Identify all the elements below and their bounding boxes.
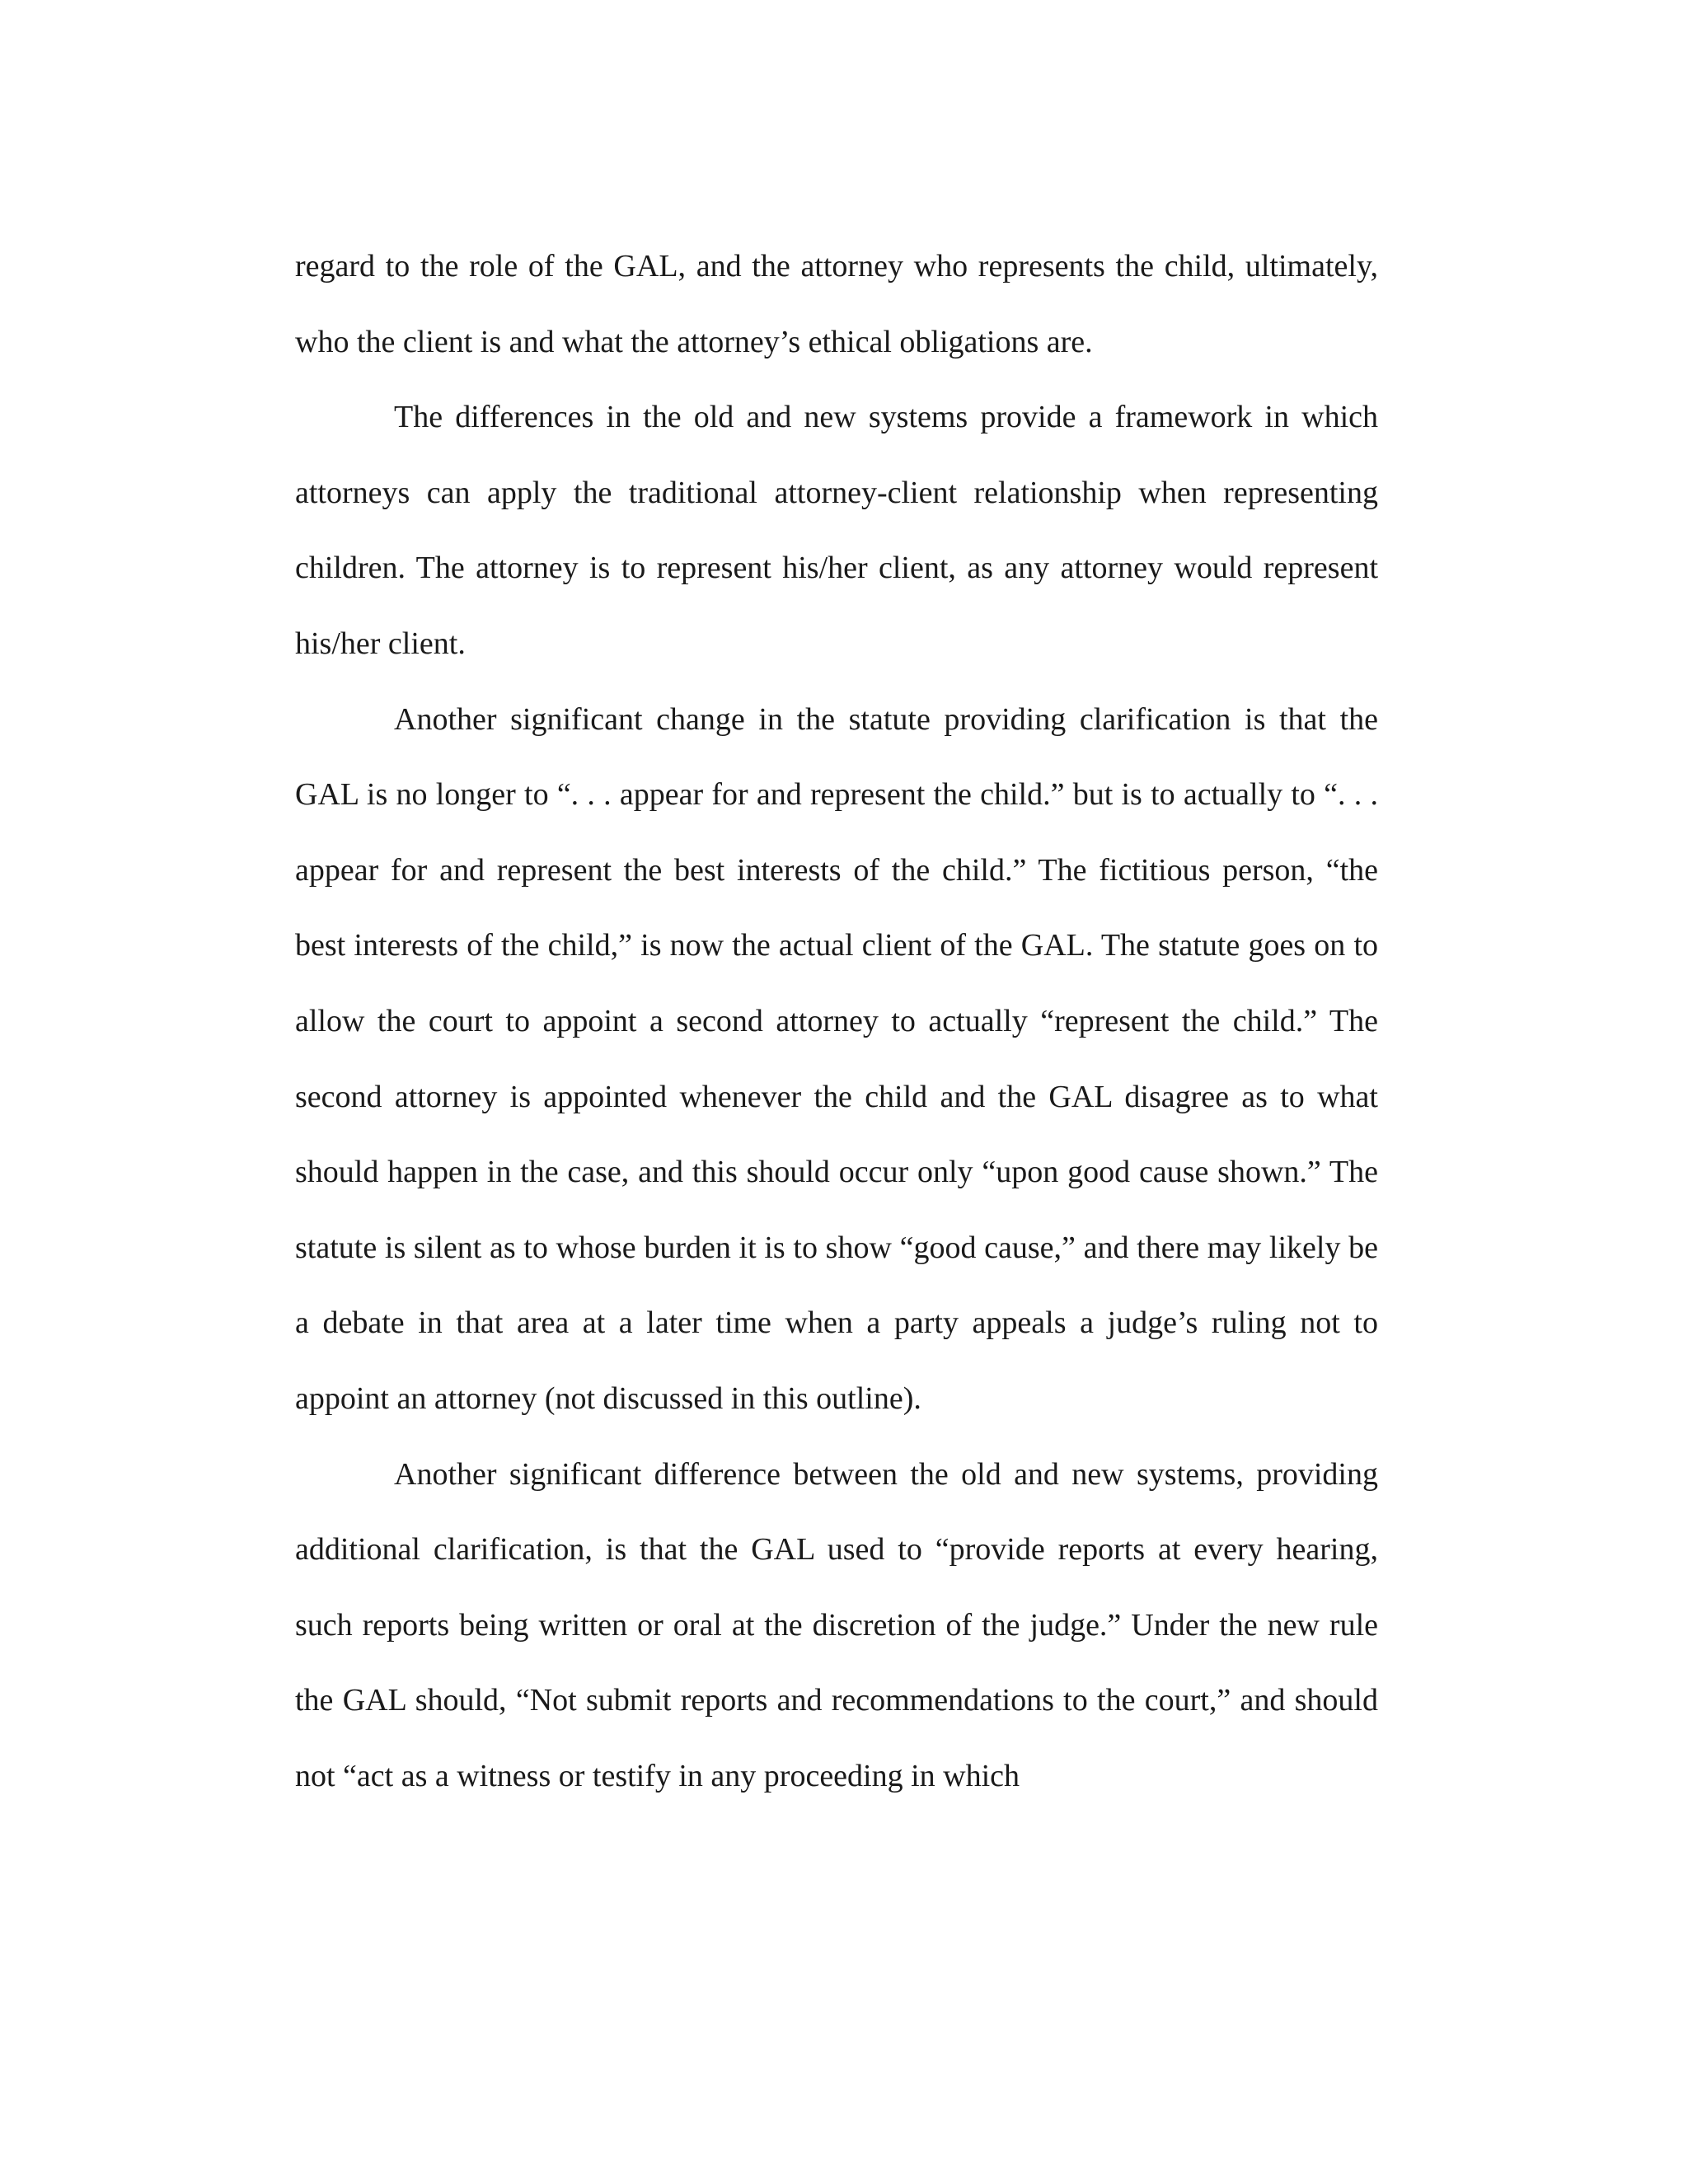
paragraph-continued: regard to the role of the GAL, and the attorney who represents the child, ultimately, who the client is and what the attorney’s ethical obligations are. [295, 249, 1378, 359]
paragraph-framework: The differences in the old and new systems provide a framework in which attorneys can apply the traditional attorney-client relationship when representing children. The attorney is to represent his/her client, as any attorney would represent his/her client. [295, 400, 1378, 661]
body-text [295, 229, 1378, 1814]
paragraph-statute-change: Another significant change in the statute providing clarification is that the GAL is no longer to “. . . appear for and represent the child.” but is to actually to “. . . appear for and represent the best interests of the child.” The fictitious person, “the best interests of the child,” is now the actual client of the GAL. The statute goes on to allow the court to appoint a second attorney to actually “represent the child.” The second attorney is appointed whenever the child and the GAL disagree as to what should happen in the case, and this should occur only “upon good cause shown.” The statute is silent as to whose burden it is to show “good cause,” and there may likely be a debate in that area at a later time when a party appeals a judge’s ruling not to appoint an attorney (not discussed in this outline). [295, 701, 1378, 1416]
paragraph-reports-difference: Another significant difference between the old and new systems, providing additional clarification, is that the GAL used to “provide reports at every hearing, such reports being written or oral at the discretion of the judge.” Under the new rule the GAL should, “Not submit reports and recommendations to the court,” and should not “act as a witness or testify in any proceeding in which [295, 1456, 1378, 1793]
